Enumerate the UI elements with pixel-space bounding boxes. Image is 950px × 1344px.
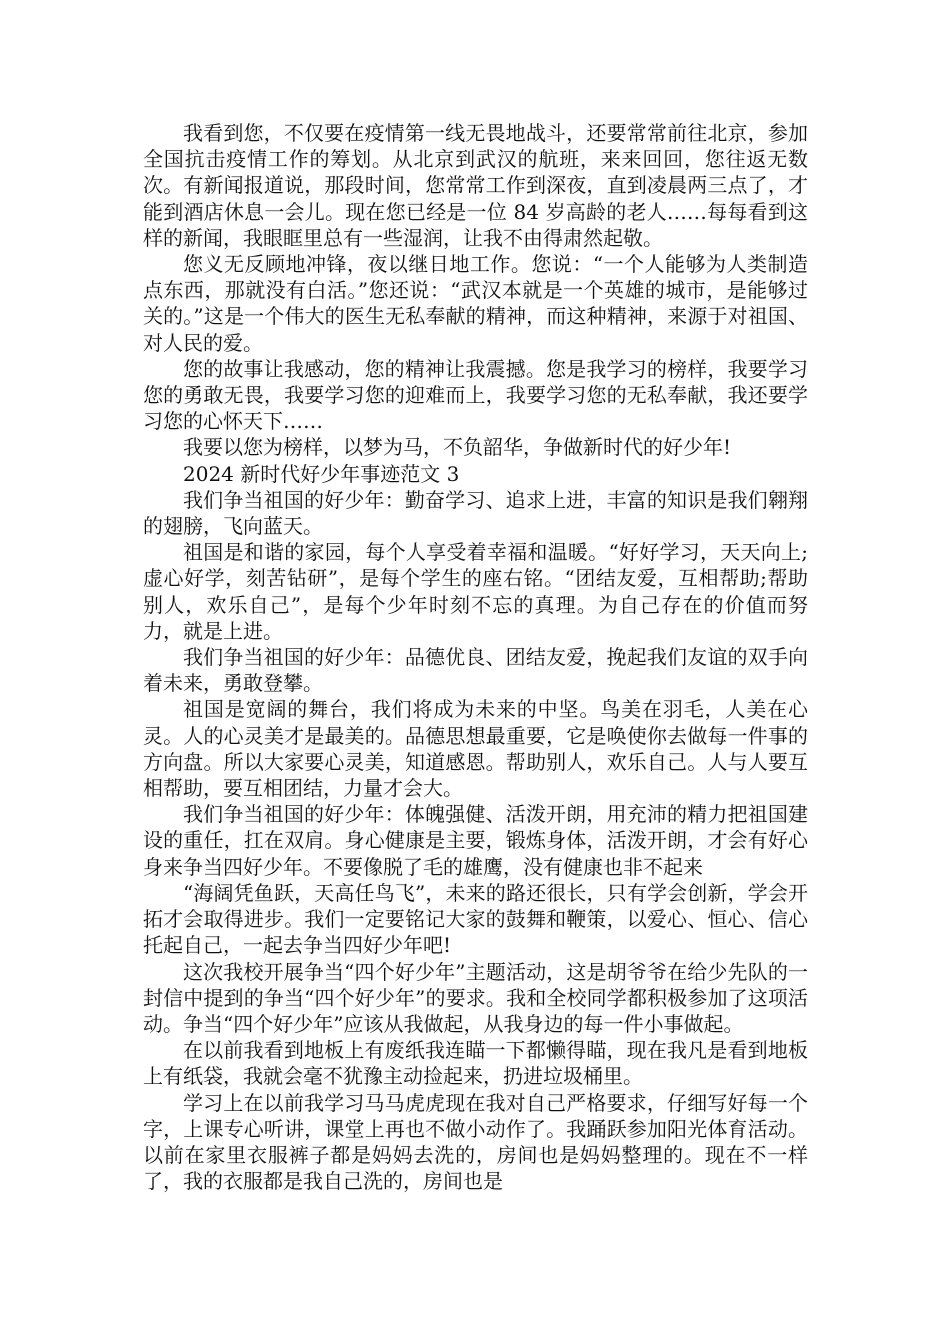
paragraph-1: 我看到您，不仅要在疫情第一线无畏地战斗，还要常常前往北京，参加全国抗击疫情工作的筹划。从北京到武汉的航班，来来回回，您往返无数次。有新闻报道说，那段时间，您常常工作到深夜，直到凌晨两三点了，才能到酒店休息一会儿。现在您已经是一位 84 岁高龄的老人……每每看到这样的新闻，我眼眶里总有一些湿润，让我不由得肃然起敬。 xyxy=(143,121,808,250)
paragraph-12: 在以前我看到地板上有废纸我连瞄一下都懒得瞄，现在我凡是看到地板上有纸袋，我就会毫不犹豫主动捡起来，扔进垃圾桶里。 xyxy=(143,1038,808,1089)
paragraph-5: 我们争当祖国的好少年：勤奋学习、追求上进，丰富的知识是我们翱翔的翅膀，飞向蓝天。 xyxy=(143,487,808,539)
paragraph-8: 祖国是宽阔的舞台，我们将成为未来的中坚。鸟美在羽毛，人美在心灵。人的心灵美才是最美的。品德思想最重要，它是唤使你去做每一件事的方向盘。所以大家要心灵美，知道感恩。帮助别人，欢乐自己。人与人要互相帮助，要互相团结，力量才会大。 xyxy=(143,697,808,801)
document-body xyxy=(143,120,808,1194)
paragraph-2: 您义无反顾地冲锋，夜以继日地工作。您说：“一个人能够为人类制造点东西，那就没有白活。”您还说：“武汉本就是一个英雄的城市，是能够过关的。”这是一个伟大的医生无私奉献的精神，而这种精神，来源于对祖国、对人民的爱。 xyxy=(143,252,808,355)
paragraph-3: 您的故事让我感动，您的精神让我震撼。您是我学习的榜样，我要学习您的勇敢无畏，我要学习您的迎难而上，我要学习您的无私奉献，我还要学习您的心怀天下…… xyxy=(143,356,808,434)
paragraph-9: 我们争当祖国的好少年：体魄强健、活泼开朗，用充沛的精力把祖国建设的重任，扛在双肩。身心健康是主要，锻炼身体，活泼开朗，才会有好心身来争当四好少年。不要像脱了毛的雄鹰，没有健康也非不起来 xyxy=(143,802,808,879)
section-heading: 2024 新时代好少年事迹范文 3 xyxy=(183,461,460,486)
paragraph-10: “海阔凭鱼跃，天高任鸟飞”，未来的路还很长，只有学会创新，学会开拓才会取得进步。我们一定要铭记大家的鼓舞和鞭策，以爱心、恒心、信心托起自己，一起去争当四好少年吧! xyxy=(143,880,808,958)
paragraph-4: 我要以您为榜样，以梦为马，不负韶华，争做新时代的好少年! xyxy=(183,435,732,460)
paragraph-13: 学习上在以前我学习马马虎虎现在我对自己严格要求，仔细写好每一个字，上课专心听讲，课堂上再也不做小动作了。我踊跃参加阳光体育活动。以前在家里衣服裤子都是妈妈去洗的，房间也是妈妈整理的。现在不一样了，我的衣服都是我自己洗的，房间也是 xyxy=(143,1090,808,1194)
paragraph-11: 这次我校开展争当“四个好少年”主题活动，这是胡爷爷在给少先队的一封信中提到的争当“四个好少年”的要求。我和全校同学都积极参加了这项活动。争当“四个好少年”应该从我做起，从我身边的每一件小事做起。 xyxy=(143,959,808,1036)
paragraph-7: 我们争当祖国的好少年：品德优良、团结友爱，挽起我们友谊的双手向着未来，勇敢登攀。 xyxy=(143,645,808,696)
paragraph-6: 祖国是和谐的家园，每个人享受着幸福和温暖。“好好学习，天天向上;虚心好学，刻苦钻研”，是每个学生的座右铭。“团结友爱，互相帮助;帮助别人，欢乐自己”，是每个少年时刻不忘的真理。为自己存在的价值而努力，就是上进。 xyxy=(143,540,808,643)
